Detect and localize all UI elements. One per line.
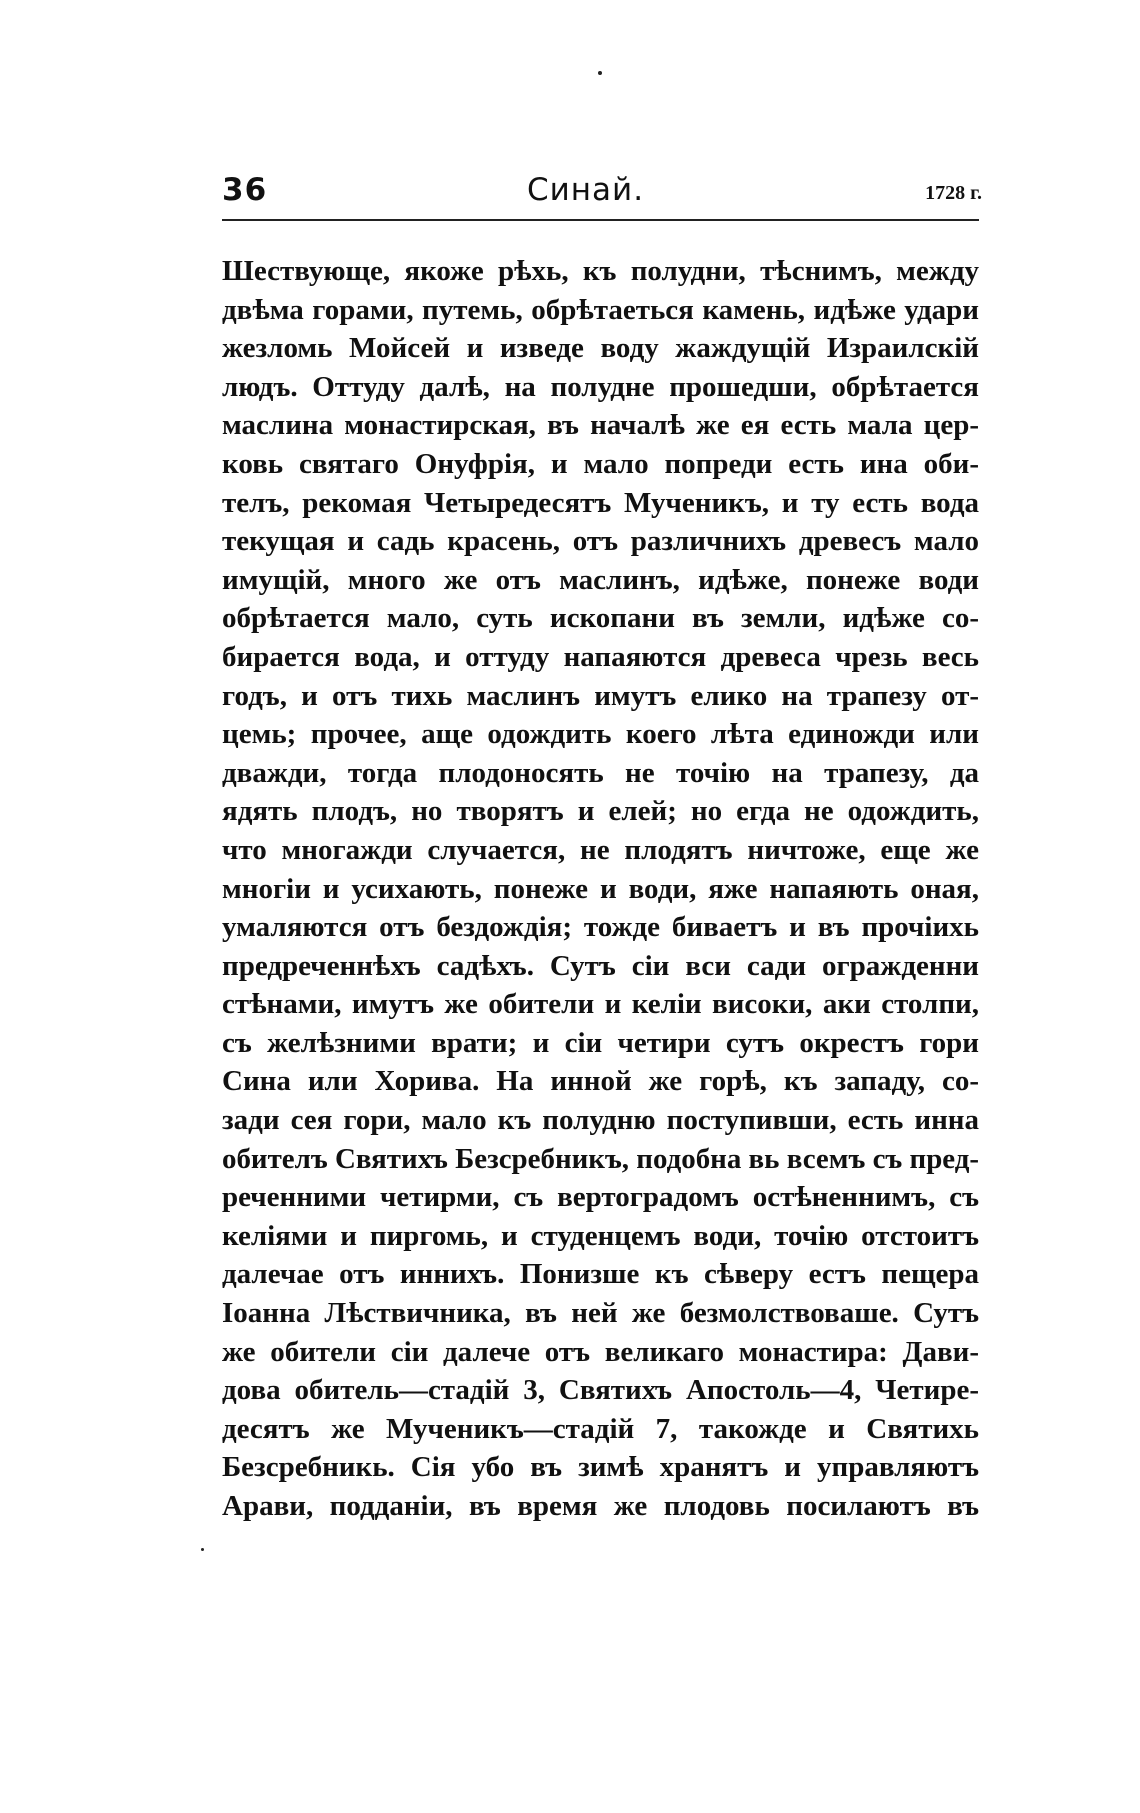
- text-line: двѣма горами, путемь, обрѣтаеться камень, идѣже удари: [222, 293, 979, 326]
- text-line: реченними четирми, съ вертоградомъ остѣненнимъ, съ: [222, 1181, 979, 1214]
- text-line: годъ, и отъ тихь маслинъ имутъ елико на трапезу от-: [222, 679, 979, 712]
- print-speck: [201, 1548, 204, 1551]
- text-line: ядять плодъ, но творятъ и елей; но егда не одождить,: [222, 795, 979, 828]
- text-line: Шествующе, якоже рѣхь, къ полудни, тѣснимъ, между: [222, 255, 979, 287]
- text-line: зади сея гори, мало къ полудню поступивши, есть инна: [222, 1104, 979, 1137]
- text-line: дважди, тогда плодоносять не точію на трапезу, да: [222, 756, 979, 789]
- text-line: Сина или Хорива. На инной же горѣ, къ западу, со-: [222, 1065, 979, 1098]
- header-year: 1728 г.: [925, 182, 982, 204]
- text-line: келіями и пиргомь, и студенцемъ води, точію отстоитъ: [222, 1219, 979, 1252]
- text-line: многіи и усихають, понеже и води, яже напаяють оная,: [222, 872, 979, 905]
- print-speck: [598, 71, 602, 75]
- text-line: обрѣтается мало, суть ископани въ земли, идѣже со-: [222, 602, 979, 635]
- text-line: что многажди случается, не плодятъ ничтоже, еще же: [222, 833, 979, 866]
- header-rule: [222, 219, 979, 221]
- text-line: далечае отъ иннихъ. Понизше къ сѣверу естъ пещера: [222, 1258, 979, 1291]
- text-line: Іоанна Лѣствичника, въ ней же безмолствоваше. Сутъ: [222, 1297, 979, 1330]
- text-line: стѣнами, имутъ же обители и келіи високи, аки столпи,: [222, 988, 979, 1021]
- text-line: съ желѣзними врати; и сіи четири сутъ окрестъ гори: [222, 1026, 979, 1059]
- text-line: десятъ же Мученикъ—стадій 7, такожде и Святихь: [222, 1412, 979, 1445]
- text-line: имущій, много же отъ маслинъ, идѣже, понеже води: [222, 563, 979, 596]
- text-line: же обители сіи далече отъ великаго монастира: Дави-: [222, 1335, 979, 1368]
- text-line: бирается вода, и оттуду напаяются древеса чрезь весь: [222, 640, 979, 673]
- running-title: Синай.: [527, 172, 645, 208]
- body-text: [222, 252, 979, 1526]
- text-line: дова обитель—стадій 3, Святихъ Апостоль—4, Четире-: [222, 1374, 979, 1407]
- text-line: людъ. Оттуду далѣ, на полудне прошедши, обрѣтается: [222, 370, 979, 403]
- text-line: ковь святаго Онуфрія, и мало попреди есть ина оби-: [222, 447, 979, 480]
- text-line: телъ, рекомая Четыредесятъ Мученикъ, и ту есть вода: [222, 486, 979, 519]
- page-number: 36: [222, 172, 268, 208]
- text-line: предреченнѣхъ садѣхъ. Сутъ сіи вси сади огражденни: [222, 949, 979, 982]
- text-line: обителъ Святихъ Безсребникъ, подобна вь всемъ съ пред-: [222, 1142, 980, 1175]
- text-line: цемь; прочее, аще одождить коего лѣта единожди или: [222, 718, 979, 751]
- text-line: маслина монастирская, въ началѣ же ея есть мала цер-: [222, 409, 979, 442]
- text-line: Безсребникь. Сія убо въ зимѣ хранятъ и управляютъ: [222, 1451, 979, 1484]
- text-line: Арави, подданіи, въ время же плодовь посилаютъ въ: [222, 1490, 979, 1522]
- text-line: текущая и садь красень, отъ различнихъ древесъ мало: [222, 525, 979, 558]
- text-line: жезломь Мойсей и изведе воду жаждущій Израилскій: [222, 332, 979, 365]
- running-header: [222, 172, 982, 218]
- text-line: умаляются отъ бездождія; тожде биваетъ и въ прочіихь: [222, 911, 979, 944]
